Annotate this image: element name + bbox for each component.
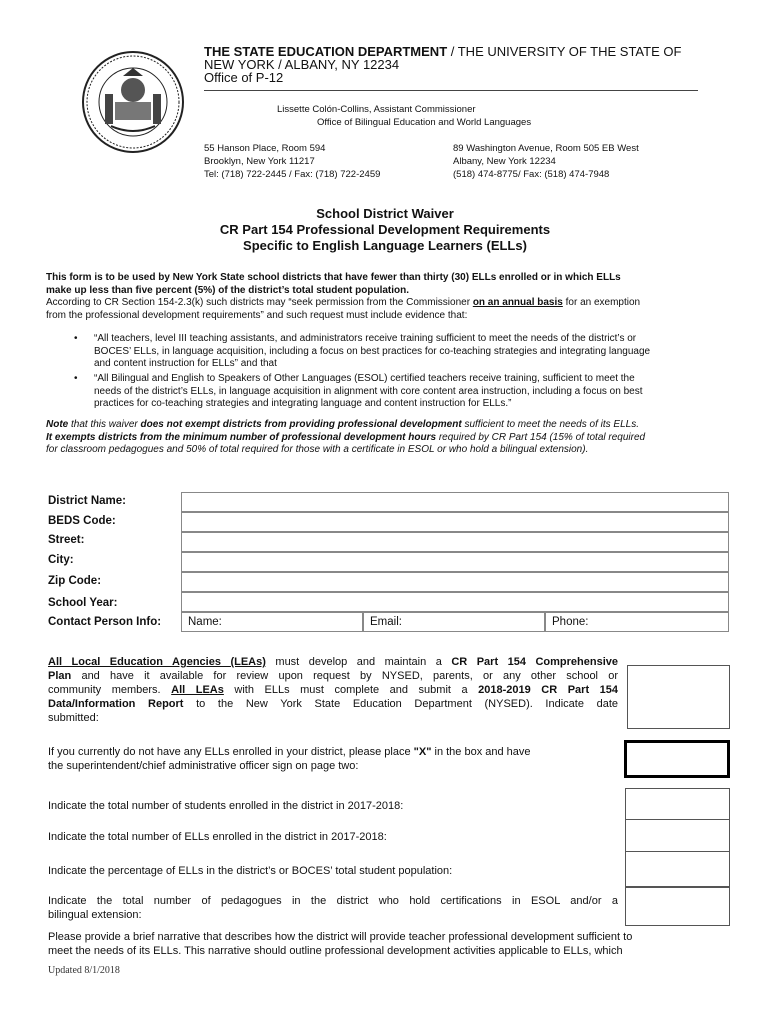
contact-phone-label: Phone: [552,616,589,628]
beds-code-field[interactable] [181,512,729,532]
office-name: Office of Bilingual Education and World Languages [317,117,532,128]
pedagogues-box[interactable] [625,887,730,926]
department-heading: THE STATE EDUCATION DEPARTMENT / THE UNIVERSITY OF THE STATE OF NEW YORK / ALBANY, NY 12234 Office of P-12 [204,44,682,85]
date-submitted-box[interactable] [627,665,730,729]
question-total-students: Indicate the total number of students enrolled in the district in 2017-2018: [48,800,404,812]
label-street: Street: [48,534,85,546]
bullet-dot-1: • [74,333,78,344]
ell-percentage-box[interactable] [625,852,730,887]
total-ells-box[interactable] [625,820,730,852]
contact-email-label: Email: [370,616,402,628]
question-total-ells: Indicate the total number of ELLs enrolled in the district in 2017-2018: [48,831,387,843]
intro-paragraph: This form is to be used by New York State school districts that have fewer than thirty (30) ELLs enrolled or in which ELLs make up less than five percent (5%) of the district’s total student population. According to CR Section 154-2.3(k) such districts may “seek permission from the Commissioner on an annual basis for an exemption from the professional development requirements” and such request must include evidence that: [46,272,641,321]
waiver-note: Note that this waiver does not exempt districts from providing professional development sufficient to meet the needs of its ELLs. It exempts districts from the minimum number of professional development hours required by CR Part 154 (15% of total required for classroom pedagogues and 50% of total required for those with a certificate in ESOL or who hold a bilingual extension). [46,419,646,455]
label-city: City: [48,554,74,566]
label-school-year: School Year: [48,597,118,609]
question-ell-percentage: Indicate the percentage of ELLs in the district’s or BOCES’ total student population: [48,865,453,877]
school-year-field[interactable] [181,592,729,612]
no-ells-x-box[interactable] [624,740,730,778]
total-students-box[interactable] [625,788,730,820]
label-contact-person: Contact Person Info: [48,616,162,628]
no-ells-instruction: If you currently do not have any ELLs enrolled in your district, please place "X" in the box and have the superintendent/chief administrative officer sign on page two: [48,746,531,772]
updated-date: Updated 8/1/2018 [48,965,120,976]
bullet-dot-2: • [74,373,78,384]
bullet-item-2: “All Bilingual and English to Speakers of Other Languages (ESOL) certified teachers receive training, sufficient to meet the needs of the district’s ELLs, in language acquisition in alignment with core content area instruction, including a focus on best practices for co-teaching strategies and integrating language and content instruction for ELLs.” [94,373,643,409]
address-albany: 89 Washington Avenue, Room 505 EB West Albany, New York 12234 (518) 474-8775/ Fax: (518) 474-7948 [453,143,639,180]
narrative-instruction: Please provide a brief narrative that describes how the district will provide teacher professional development sufficient to meet the needs of its ELLs. This narrative should outline professional development activities applicable to ELLs, which [48,931,633,957]
document-title: School District Waiver CR Part 154 Professional Development Requirements Specific to English Language Learners (ELLs) [219,206,551,253]
district-name-field[interactable] [181,492,729,512]
lea-paragraph: All Local Education Agencies (LEAs) must develop and maintain a CR Part 154 Comprehensive Plan and have it available for review upon request by NYSED, parents, or any other school or community members. All LEAs with ELLs must complete and submit a 2018-2019 CR Part 154 Data/Information Report to the New York State Education Department (NYSED). Indicate date submitted: [48,656,618,724]
label-zip-code: Zip Code: [48,575,102,587]
city-field[interactable] [181,552,729,572]
nys-seal-logo [81,50,185,154]
contact-phone-field[interactable] [545,612,729,632]
header-divider [204,90,698,91]
address-brooklyn: 55 Hanson Place, Room 594 Brooklyn, New York 11217 Tel: (718) 722-2445 / Fax: (718) 722-2459 [204,143,381,180]
bullet-item-1: “All teachers, level III teaching assistants, and administrators receive training sufficient to meet the needs of the district’s or BOCES’ ELLs, in language acquisition, including a focus on best practices for co-teaching strategies and integrating language and content instruction for ELLs” and that [94,333,651,369]
contact-email-field[interactable] [363,612,545,632]
street-field[interactable] [181,532,729,552]
contact-name-label: Name: [188,616,222,628]
question-pedagogues: Indicate the total number of pedagogues in the district who hold certifications in ESOL and/or a bilingual extension: [48,895,618,921]
commissioner-name: Lissette Colón-Collins, Assistant Commissioner [277,104,476,115]
label-beds-code: BEDS Code: [48,515,116,527]
contact-name-field[interactable] [181,612,363,632]
label-district-name: District Name: [48,495,126,507]
zip-code-field[interactable] [181,572,729,592]
